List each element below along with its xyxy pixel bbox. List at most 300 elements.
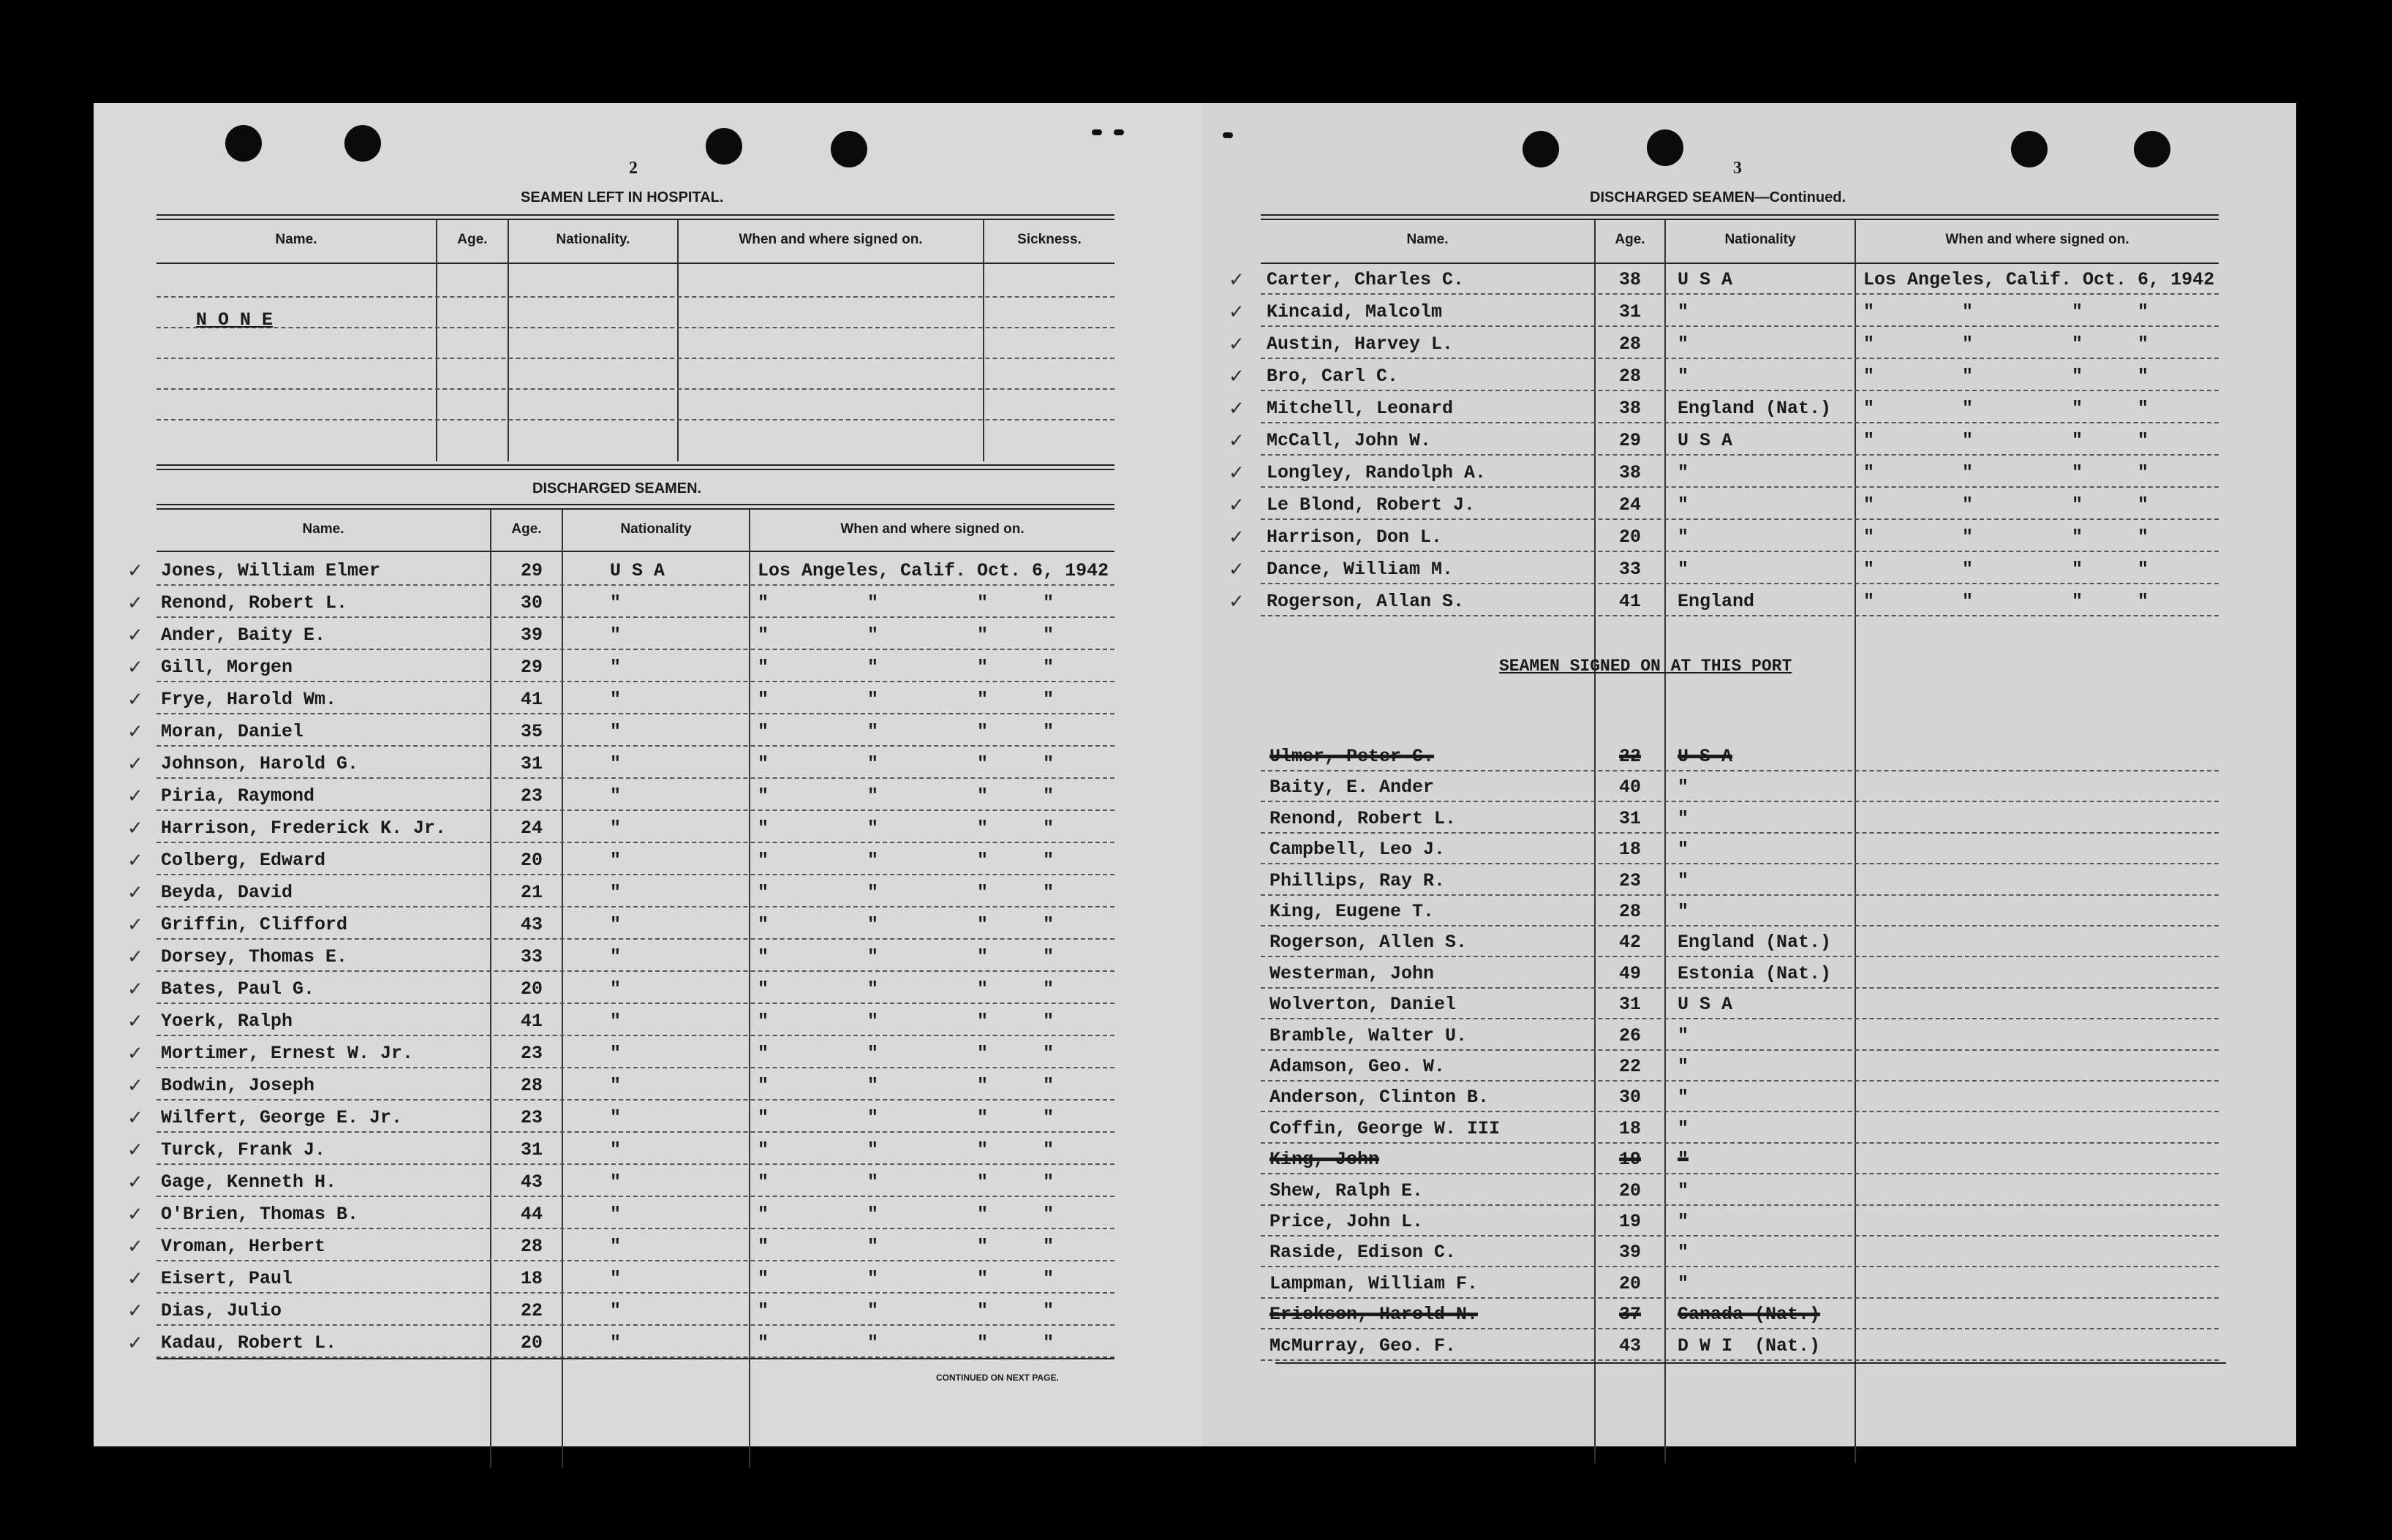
seaman-signed-on: " " " "	[1863, 559, 2149, 580]
seaman-age: 31	[521, 753, 543, 774]
table-row	[94, 716, 1202, 748]
row-rule	[1261, 293, 2219, 295]
ink-smudge	[1114, 129, 1124, 135]
seaman-signed-on: " " " "	[758, 882, 1054, 903]
row-rule	[156, 1099, 1114, 1101]
seaman-name: Raside, Edison C.	[1269, 1242, 1457, 1264]
seaman-name: Mortimer, Ernest W. Jr.	[161, 1043, 414, 1064]
row-rule	[1261, 358, 2219, 359]
seaman-nationality: "	[610, 1075, 622, 1096]
seaman-signed-on: " " " "	[758, 657, 1054, 678]
table-row	[94, 845, 1202, 877]
seaman-name: McCall, John W.	[1267, 430, 1432, 451]
check-mark: ✓	[127, 978, 143, 1000]
seaman-name: Baity, E. Ander	[1269, 777, 1435, 799]
page-number: 3	[1733, 159, 1742, 178]
check-mark: ✓	[127, 818, 143, 839]
table-row	[94, 555, 1202, 587]
seaman-age: 38	[1619, 269, 1642, 290]
check-mark: ✓	[127, 946, 143, 968]
seaman-nationality: "	[1678, 839, 1689, 861]
seaman-nationality: "	[610, 914, 622, 935]
seaman-age: 38	[1619, 398, 1642, 419]
seaman-signed-on: " " " "	[758, 753, 1054, 774]
seaman-name: Bramble, Walter U.	[1269, 1024, 1468, 1046]
seaman-name: Bates, Paul G.	[161, 978, 315, 1000]
seaman-name: Le Blond, Robert J.	[1267, 494, 1476, 516]
seaman-age: 23	[521, 1043, 543, 1064]
table-row	[94, 684, 1202, 716]
seaman-nationality: "	[610, 946, 622, 967]
check-mark: ✓	[127, 1139, 143, 1161]
discharged-continued-title: DISCHARGED SEAMEN—Continued.	[1590, 189, 1846, 205]
table-row	[94, 619, 1202, 652]
row-rule	[156, 1163, 1114, 1165]
seaman-nationality: England (Nat.)	[1678, 932, 1832, 954]
seaman-name: Longley, Randolph A.	[1267, 462, 1487, 483]
seaman-nationality: "	[610, 1171, 622, 1193]
seaman-name: Austin, Harvey L.	[1267, 333, 1454, 355]
seaman-signed-on: " " " "	[758, 946, 1054, 967]
table-row	[1202, 425, 2296, 457]
row-rule	[156, 938, 1114, 940]
table-row	[1202, 1082, 2296, 1114]
seaman-signed-on: " " " "	[758, 1011, 1054, 1032]
check-mark: ✓	[127, 1332, 143, 1354]
row-rule	[1261, 390, 2219, 391]
table-row	[1202, 1175, 2296, 1207]
seaman-age: 33	[521, 946, 543, 967]
seaman-signed-on: " " " "	[1863, 398, 2149, 419]
seaman-name: Harrison, Don L.	[1267, 526, 1443, 548]
table-row	[1202, 896, 2296, 928]
seaman-nationality: "	[610, 785, 622, 807]
seaman-name: Anderson, Clinton B.	[1269, 1087, 1490, 1109]
table-row	[94, 1102, 1202, 1134]
seaman-signed-on: " " " "	[758, 1204, 1054, 1225]
table-row	[1202, 264, 2296, 296]
seaman-signed-on: " " " "	[758, 785, 1054, 807]
seaman-age: 43	[521, 1171, 543, 1193]
table-row	[94, 1231, 1202, 1263]
punch-hole	[2011, 131, 2048, 167]
table-row	[1202, 1144, 2296, 1176]
check-mark: ✓	[127, 1204, 143, 1226]
seaman-nationality: "	[610, 882, 622, 903]
seaman-nationality: "	[1678, 462, 1689, 483]
row-rule	[1261, 518, 2219, 520]
seaman-signed-on: " " " "	[758, 1171, 1054, 1193]
seaman-nationality: "	[1678, 559, 1689, 580]
seaman-nationality: "	[610, 689, 622, 710]
row-rule	[1261, 325, 2219, 327]
seaman-name: Gage, Kenneth H.	[161, 1171, 337, 1193]
table-row	[1202, 457, 2296, 489]
seaman-nationality: "	[610, 978, 622, 1000]
seaman-nationality: "	[1678, 1242, 1689, 1264]
discharged-section-title: DISCHARGED SEAMEN.	[532, 480, 702, 497]
seaman-age: 22	[521, 1300, 543, 1321]
table-row	[94, 587, 1202, 619]
table-row	[1202, 1330, 2296, 1362]
seaman-nationality: "	[610, 592, 622, 614]
seaman-age: 24	[1619, 494, 1642, 516]
seaman-age: 49	[1619, 962, 1642, 984]
row-rule	[156, 616, 1114, 618]
seaman-name: Mitchell, Leonard	[1267, 398, 1454, 419]
seaman-nationality: "	[1678, 1117, 1689, 1139]
seaman-name: Bro, Carl C.	[1267, 366, 1399, 387]
seaman-nationality: "	[1678, 901, 1689, 922]
seaman-name: Rogerson, Allan S.	[1267, 591, 1465, 612]
check-mark: ✓	[127, 850, 143, 872]
seaman-nationality: "	[610, 657, 622, 678]
seaman-name: Colberg, Edward	[161, 850, 326, 871]
table-row	[1202, 489, 2296, 521]
seaman-nationality: "	[610, 1139, 622, 1160]
seaman-nationality: "	[610, 753, 622, 774]
seaman-name: Beyda, David	[161, 882, 293, 903]
seaman-nationality: "	[610, 818, 622, 839]
table-row	[94, 1199, 1202, 1231]
seaman-nationality: "	[1678, 1179, 1689, 1201]
row-rule	[156, 777, 1114, 779]
table-row	[94, 780, 1202, 812]
seaman-nationality: Estonia (Nat.)	[1678, 962, 1832, 984]
check-mark: ✓	[127, 721, 143, 743]
seaman-name: Eisert, Paul	[161, 1268, 293, 1289]
row-rule	[156, 1035, 1114, 1036]
table-row	[1202, 926, 2296, 959]
seaman-signed-on: " " " "	[1863, 366, 2149, 387]
table-row	[1202, 771, 2296, 804]
table-row	[94, 973, 1202, 1005]
seaman-name: Turck, Frank J.	[161, 1139, 326, 1160]
seaman-age: 20	[1619, 526, 1642, 548]
seaman-age: 31	[1619, 807, 1642, 829]
seaman-signed-on: " " " "	[758, 818, 1054, 839]
seaman-age: 22	[1619, 1056, 1642, 1077]
column-header: When and where signed on.	[840, 521, 1025, 537]
seaman-age: 20	[521, 850, 543, 871]
seaman-nationality: "	[610, 1107, 622, 1128]
table-row	[1202, 803, 2296, 835]
seaman-name: Griffin, Clifford	[161, 914, 348, 935]
seaman-age: 37	[1619, 1304, 1642, 1326]
column-header: Name.	[302, 521, 344, 537]
seaman-name: Rogerson, Allen S.	[1269, 932, 1468, 954]
column-header: Nationality	[620, 521, 692, 537]
seaman-nationality: "	[1678, 526, 1689, 548]
seaman-age: 28	[1619, 366, 1642, 387]
row-rule	[1261, 551, 2219, 552]
row-rule	[1261, 486, 2219, 488]
seaman-age: 29	[521, 560, 543, 581]
table-row	[1202, 1051, 2296, 1083]
seaman-nationality: "	[1678, 1149, 1689, 1171]
seaman-signed-on: Los Angeles, Calif. Oct. 6, 1942	[758, 560, 1109, 581]
seaman-name: Moran, Daniel	[161, 721, 304, 742]
row-rule	[156, 1196, 1114, 1197]
seaman-age: 41	[1619, 591, 1642, 612]
seaman-name: Adamson, Geo. W.	[1269, 1056, 1446, 1077]
seaman-name: Dorsey, Thomas E.	[161, 946, 348, 967]
row-rule	[1261, 1359, 2219, 1361]
table-row	[1202, 1020, 2296, 1052]
seaman-nationality: "	[610, 1332, 622, 1354]
seaman-name: King, Eugene T.	[1269, 901, 1435, 922]
seaman-name: O'Brien, Thomas B.	[161, 1204, 359, 1225]
seaman-signed-on: " " " "	[1863, 526, 2149, 548]
seaman-nationality: "	[610, 1204, 622, 1225]
seaman-name: Jones, William Elmer	[161, 560, 381, 581]
seaman-nationality: "	[1678, 333, 1689, 355]
punch-hole	[344, 125, 381, 162]
check-mark: ✓	[1229, 430, 1245, 452]
table-row	[1202, 958, 2296, 990]
row-rule	[156, 1324, 1114, 1326]
seaman-name: Bodwin, Joseph	[161, 1075, 315, 1096]
table-row	[1202, 1237, 2296, 1269]
seaman-name: McMurray, Geo. F.	[1269, 1335, 1457, 1356]
table-row	[94, 1134, 1202, 1166]
seaman-nationality: "	[610, 1043, 622, 1064]
seaman-name: Ulmer, Peter C.	[1269, 746, 1435, 767]
seaman-age: 31	[1619, 994, 1642, 1016]
seaman-age: 40	[1619, 777, 1642, 799]
column-header: Nationality.	[556, 232, 630, 247]
seaman-nationality: "	[1678, 1087, 1689, 1109]
seaman-name: Ander, Baity E.	[161, 624, 326, 646]
seaman-age: 20	[521, 978, 543, 1000]
punch-hole	[1523, 131, 1559, 167]
seaman-nationality: "	[1678, 869, 1689, 891]
check-mark: ✓	[127, 560, 143, 582]
row-rule	[156, 874, 1114, 875]
seaman-signed-on: " " " "	[758, 624, 1054, 646]
seaman-age: 39	[521, 624, 543, 646]
seaman-age: 20	[521, 1332, 543, 1354]
seaman-name: King, John	[1269, 1149, 1380, 1171]
punch-hole	[706, 128, 742, 165]
seaman-age: 28	[521, 1075, 543, 1096]
seaman-nationality: "	[1678, 1211, 1689, 1232]
table-row	[1202, 865, 2296, 897]
table-row	[94, 909, 1202, 941]
seaman-name: Frye, Harold Wm.	[161, 689, 337, 710]
table-row	[1202, 1299, 2296, 1331]
row-rule	[156, 649, 1114, 650]
table-row	[1202, 393, 2296, 425]
seaman-age: 39	[1619, 1242, 1642, 1264]
seaman-name: Vroman, Herbert	[161, 1236, 326, 1257]
punch-hole	[2134, 131, 2170, 167]
seaman-nationality: "	[1678, 1056, 1689, 1077]
check-mark: ✓	[1229, 494, 1245, 516]
check-mark: ✓	[1229, 366, 1245, 388]
seaman-age: 20	[1619, 1179, 1642, 1201]
row-rule	[1261, 583, 2219, 584]
column-header: Age.	[1615, 232, 1645, 247]
check-mark: ✓	[127, 753, 143, 775]
check-mark: ✓	[127, 1300, 143, 1322]
seaman-name: Campbell, Leo J.	[1269, 839, 1446, 861]
seaman-age: 19	[1619, 1211, 1642, 1232]
seaman-age: 43	[1619, 1335, 1642, 1356]
column-header: Name.	[275, 232, 317, 247]
check-mark: ✓	[127, 914, 143, 936]
table-row	[94, 652, 1202, 684]
table-row	[94, 941, 1202, 973]
row-rule	[156, 970, 1114, 972]
row-rule	[1261, 454, 2219, 456]
seaman-nationality: "	[1678, 366, 1689, 387]
seaman-age: 42	[1619, 932, 1642, 954]
seaman-age: 19	[1619, 1149, 1642, 1171]
seaman-name: Piria, Raymond	[161, 785, 315, 807]
seaman-signed-on: " " " "	[758, 978, 1054, 1000]
check-mark: ✓	[1229, 591, 1245, 613]
column-header: Nationality	[1724, 232, 1796, 247]
seaman-name: Wolverton, Daniel	[1269, 994, 1457, 1016]
seaman-age: 22	[1619, 746, 1642, 767]
seaman-nationality: U S A	[1678, 430, 1733, 451]
seaman-nationality: "	[610, 1268, 622, 1289]
check-mark: ✓	[127, 657, 143, 679]
continued-note: CONTINUED ON NEXT PAGE.	[936, 1373, 1059, 1383]
seaman-age: 30	[1619, 1087, 1642, 1109]
seaman-signed-on: Los Angeles, Calif. Oct. 6, 1942	[1863, 269, 2215, 290]
column-header: Sickness.	[1017, 232, 1082, 247]
seaman-nationality: "	[610, 1300, 622, 1321]
seaman-name: Johnson, Harold G.	[161, 753, 359, 774]
seaman-name: Phillips, Ray R.	[1269, 869, 1446, 891]
seaman-name: Kincaid, Malcolm	[1267, 301, 1443, 322]
seaman-name: Wilfert, George E. Jr.	[161, 1107, 403, 1128]
check-mark: ✓	[127, 689, 143, 711]
seaman-signed-on: " " " "	[758, 1300, 1054, 1321]
seaman-signed-on: " " " "	[758, 850, 1054, 871]
table-row	[94, 812, 1202, 845]
table-row	[1202, 989, 2296, 1021]
row-rule	[156, 1131, 1114, 1133]
seaman-signed-on: " " " "	[758, 1139, 1054, 1160]
seaman-nationality: D W I (Nat.)	[1678, 1335, 1821, 1356]
table-row	[94, 877, 1202, 909]
check-mark: ✓	[127, 1011, 143, 1033]
seaman-age: 26	[1619, 1024, 1642, 1046]
row-rule	[156, 842, 1114, 843]
seaman-nationality: "	[1678, 777, 1689, 799]
row-rule	[156, 713, 1114, 714]
row-rule	[156, 745, 1114, 747]
punch-hole	[225, 125, 262, 162]
seaman-signed-on: " " " "	[1863, 430, 2149, 451]
row-rule	[156, 809, 1114, 811]
check-mark: ✓	[1229, 269, 1245, 291]
seaman-age: 24	[521, 818, 543, 839]
seaman-age: 41	[521, 1011, 543, 1032]
seaman-nationality: England (Nat.)	[1678, 398, 1832, 419]
check-mark: ✓	[1229, 526, 1245, 548]
check-mark: ✓	[127, 1268, 143, 1290]
table-row	[1202, 1113, 2296, 1145]
ink-smudge	[1092, 129, 1102, 135]
seaman-age: 18	[1619, 1117, 1642, 1139]
seaman-name: Gill, Morgen	[161, 657, 293, 678]
check-mark: ✓	[127, 1236, 143, 1258]
seaman-name: Carter, Charles C.	[1267, 269, 1465, 290]
seaman-name: Yoerk, Ralph	[161, 1011, 293, 1032]
seaman-signed-on: " " " "	[1863, 301, 2149, 322]
right-page	[1202, 103, 2296, 1446]
seaman-nationality: "	[1678, 1272, 1689, 1294]
table-row	[94, 1327, 1202, 1359]
hospital-section-title: SEAMEN LEFT IN HOSPITAL.	[521, 189, 724, 205]
seaman-nationality: "	[1678, 301, 1689, 322]
seaman-name: Shew, Ralph E.	[1269, 1179, 1424, 1201]
table-row	[1202, 834, 2296, 866]
seaman-name: Kadau, Robert L.	[161, 1332, 337, 1354]
check-mark: ✓	[127, 592, 143, 614]
check-mark: ✓	[127, 1075, 143, 1097]
seaman-signed-on: " " " "	[1863, 494, 2149, 516]
check-mark: ✓	[127, 624, 143, 646]
seaman-signed-on: " " " "	[1863, 462, 2149, 483]
seaman-age: 23	[521, 785, 543, 807]
seaman-nationality: U S A	[1678, 994, 1733, 1016]
seaman-signed-on: " " " "	[758, 1268, 1054, 1289]
seaman-signed-on: " " " "	[758, 914, 1054, 935]
seaman-age: 35	[521, 721, 543, 742]
row-rule	[156, 1260, 1114, 1261]
seaman-age: 28	[1619, 901, 1642, 922]
seaman-nationality: U S A	[1678, 269, 1733, 290]
seaman-age: 41	[521, 689, 543, 710]
seaman-age: 31	[521, 1139, 543, 1160]
seaman-age: 31	[1619, 301, 1642, 322]
seaman-signed-on: " " " "	[1863, 591, 2149, 612]
row-rule	[156, 1003, 1114, 1004]
seaman-name: Renond, Robert L.	[161, 592, 348, 614]
table-row	[94, 1070, 1202, 1102]
seaman-name: Harrison, Frederick K. Jr.	[161, 818, 447, 839]
check-mark: ✓	[127, 1107, 143, 1129]
table-row	[94, 1166, 1202, 1199]
table-row	[1202, 1268, 2296, 1300]
table-row	[1202, 361, 2296, 393]
seaman-name: Dias, Julio	[161, 1300, 282, 1321]
seaman-age: 43	[521, 914, 543, 935]
seaman-age: 23	[1619, 869, 1642, 891]
table-row	[1202, 586, 2296, 618]
seaman-nationality: "	[610, 850, 622, 871]
table-row	[94, 1038, 1202, 1070]
seaman-age: 30	[521, 592, 543, 614]
seaman-nationality: Canada (Nat.)	[1678, 1304, 1821, 1326]
column-header: Name.	[1406, 232, 1449, 247]
seaman-name: Price, John L.	[1269, 1211, 1424, 1232]
seaman-age: 33	[1619, 559, 1642, 580]
table-row	[94, 748, 1202, 780]
row-rule	[156, 584, 1114, 586]
seaman-signed-on: " " " "	[1863, 333, 2149, 355]
seaman-age: 29	[521, 657, 543, 678]
seaman-nationality: "	[1678, 1024, 1689, 1046]
seaman-name: Westerman, John	[1269, 962, 1435, 984]
punch-hole	[831, 131, 867, 167]
column-header: When and where signed on.	[739, 232, 923, 247]
